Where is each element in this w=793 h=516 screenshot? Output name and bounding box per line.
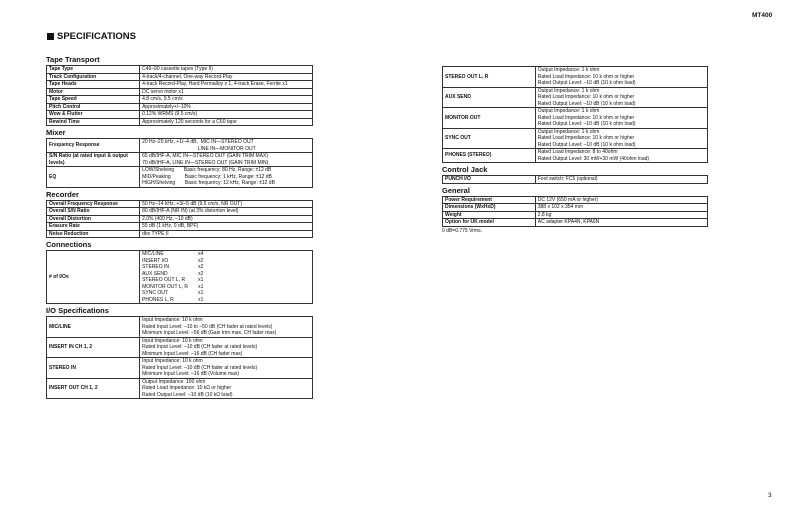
spec-value-line: 4.8 cm/s, 9.5 cm/s xyxy=(142,96,183,102)
spec-value xyxy=(140,96,313,104)
spec-row xyxy=(47,215,313,223)
spec-value-line: Rated Load Impedance: 8 to 40ohm xyxy=(537,149,618,155)
spec-label: Frequency Response xyxy=(47,139,140,153)
connection-count: x2 xyxy=(198,257,204,264)
spec-label: Overall S/N Ratio xyxy=(47,208,140,216)
spec-value xyxy=(140,215,313,223)
spec-table-connections xyxy=(46,250,313,304)
spec-label: INSERT OUT CH 1, 2 xyxy=(47,378,140,399)
spec-value-line: Foot switch: FC5 (optional) xyxy=(537,176,598,182)
spec-value-line: Output Impedance: 1 k ohm xyxy=(537,87,600,94)
spec-row xyxy=(47,111,313,119)
spec-value-line: 55 dB (1 kHz, 0 dB, BPF) xyxy=(142,223,199,229)
spec-row xyxy=(443,67,708,88)
spec-label: STEREO OUT L, R xyxy=(443,67,536,88)
spec-value xyxy=(140,208,313,216)
spec-value-line: 4-track Record-Play, Hard Permalloy x 1, 4-track Erase, Ferrite x1 xyxy=(142,81,288,87)
section-title-control-jack: Control Jack xyxy=(442,165,488,174)
spec-row xyxy=(47,73,313,81)
spec-value-line: 70 dB/IHF-A, LINE IN—STEREO OUT (GAIN TRIM MIN) xyxy=(142,159,269,166)
spec-value-line: MID/Peaking Basic frequency: 1 kHz, Range: ±12 dB xyxy=(142,173,272,180)
spec-label: INSERT IN CH 1, 2 xyxy=(47,337,140,358)
spec-value xyxy=(140,230,313,238)
spec-label: MIC/LINE xyxy=(47,317,140,338)
connection-name: INSERT I/O xyxy=(142,257,169,264)
spec-label: Overall Frequency Response xyxy=(47,200,140,208)
spec-row xyxy=(47,118,313,126)
connection-name: AUX SEND xyxy=(142,270,168,277)
spec-label: Overall Distortion xyxy=(47,215,140,223)
spec-value-line: Approximately+/–10% xyxy=(142,103,191,110)
spec-value-line: Minimum Input Level: –16 dB (Volume max) xyxy=(142,371,240,377)
spec-value-line: AC adapter KPA4N, KPA6N xyxy=(537,219,600,225)
spec-table-mixer xyxy=(46,138,313,188)
spec-row xyxy=(443,196,708,204)
page-title-text: SPECIFICATIONS xyxy=(57,31,136,42)
section-title-mixer: Mixer xyxy=(46,128,66,137)
connection-name: PHONES L, R xyxy=(142,296,174,303)
spec-row xyxy=(443,176,708,184)
spec-value xyxy=(535,211,707,219)
spec-row xyxy=(47,200,313,208)
spec-label: Motor xyxy=(47,88,140,96)
spec-value-line: DC servo motor x1 xyxy=(142,88,184,95)
spec-label: AUX SEND xyxy=(443,87,536,108)
connection-item xyxy=(142,297,310,304)
spec-row xyxy=(47,81,313,89)
spec-value xyxy=(535,67,707,88)
section-title-general: General xyxy=(442,185,470,195)
spec-value-line: Rated Load Impedance: 10 k ohm or higher xyxy=(537,135,635,141)
spec-label: Tape Speed xyxy=(47,96,140,104)
spec-value-line: Rated Load Impedance: 10 k ohm or higher xyxy=(537,94,635,100)
spec-label: MONITOR OUT xyxy=(443,108,536,129)
footnote: 0 dB=0.775 Vrms. xyxy=(442,227,482,234)
spec-value-line: 20 Hz–20 kHz, +1/–4 dB, MIC IN—STEREO OUT xyxy=(142,139,254,145)
spec-row xyxy=(47,167,313,188)
spec-row xyxy=(443,128,708,149)
section-title-recorder: Recorder xyxy=(46,189,79,199)
spec-value xyxy=(140,317,313,338)
spec-table-i-o-specifications xyxy=(46,316,313,399)
spec-value-line: 2.0% (400 Hz, –10 dB) xyxy=(142,215,193,222)
spec-label: Dimensions (WxHxD) xyxy=(443,204,536,212)
spec-table-recorder xyxy=(46,200,313,239)
spec-label: Power Requirement xyxy=(443,196,536,204)
spec-row xyxy=(443,149,708,163)
spec-value-line: Rated Input Level: –10 dB (CH fader at rated levels) xyxy=(142,364,258,371)
spec-label: Pitch Control xyxy=(47,103,140,111)
spec-value xyxy=(140,103,313,111)
spec-value xyxy=(140,378,313,399)
spec-table xyxy=(442,66,708,163)
spec-value xyxy=(140,88,313,96)
spec-row xyxy=(47,223,313,231)
spec-label: Erasure Rate xyxy=(47,223,140,231)
spec-value xyxy=(535,196,707,204)
spec-value-line: LOW/Shelving Basic frequency: 80 Hz, Range: ±12 dB xyxy=(142,167,272,173)
connection-count: x2 xyxy=(198,270,204,277)
spec-value-line: 4-track/4-channel, One-way Record-Play xyxy=(142,73,233,80)
spec-label: PUNCH I/O xyxy=(443,176,536,184)
spec-row xyxy=(47,230,313,238)
spec-label: S/N Ratio (at rated input & output levels) xyxy=(47,153,140,167)
spec-value xyxy=(140,111,313,119)
spec-value xyxy=(535,87,707,108)
spec-value-line: 80 dB/IHF-A (NR IN) (at 3% distortion level) xyxy=(142,208,239,214)
spec-row xyxy=(47,337,313,358)
spec-value-line: Rated Output Level: –10 dB (10 k ohm load) xyxy=(537,80,636,86)
spec-row xyxy=(443,108,708,129)
spec-value-line: Output Impedance: 1 k ohm xyxy=(537,108,600,114)
spec-value-line: Approximately 120 seconds for a C60 tape xyxy=(142,118,237,125)
spec-label: Tape Type xyxy=(47,66,140,74)
connection-count: x1 xyxy=(198,277,204,283)
spec-value-line: Rated Output Level: –10 dB (10 k ohm load) xyxy=(537,100,636,107)
spec-label: Option for UK model xyxy=(443,219,536,227)
spec-value xyxy=(535,128,707,149)
spec-value-line: Output Impedance: 1 k ohm xyxy=(537,67,600,73)
spec-label: SYNC OUT xyxy=(443,128,536,149)
spec-value xyxy=(140,73,313,81)
spec-row xyxy=(443,211,708,219)
spec-value xyxy=(140,118,313,126)
spec-row xyxy=(47,103,313,111)
spec-label: Rewind Time xyxy=(47,118,140,126)
spec-value-line: Input Impedance: 10 k ohm xyxy=(142,358,203,364)
spec-value xyxy=(535,108,707,129)
spec-row xyxy=(443,204,708,212)
connection-count: x1 xyxy=(198,296,204,303)
spec-value-line: 388 x 102 x 354 mm xyxy=(537,204,584,210)
spec-label: PHONES (STEREO) xyxy=(443,149,536,163)
section-title-tape-transport: Tape Transport xyxy=(46,55,100,64)
spec-label: # of I/Os xyxy=(47,251,140,304)
spec-value-line: Input Impedance: 10 k ohm xyxy=(142,317,203,323)
page-title xyxy=(47,31,136,42)
spec-value-line: Rated Output Level: 30 mW+30 mW (40ohm load) xyxy=(537,155,650,162)
spec-value-line: Rated Output Level: –10 dB (10 k ohm load) xyxy=(537,141,636,148)
spec-value-line: Rated Input Level: –10 to –50 dB (CH fader at rated levels) xyxy=(142,323,273,330)
spec-value-line: Rated Load Impedance: 10 k ohm or higher xyxy=(537,73,635,80)
spec-value-line: Output Impedance: 1 k ohm xyxy=(537,128,600,135)
spec-value-line: Output Impedance: 100 ohm xyxy=(142,378,206,385)
spec-label: Weight xyxy=(443,211,536,219)
spec-value-line: 65 dB/IHF-A, MIC IN—STEREO OUT (GAIN TRIM MAX) xyxy=(142,153,269,159)
connection-count: x4 xyxy=(198,251,204,257)
spec-value-line: Rated Load Impedance: 10 kΩ or higher xyxy=(142,385,232,391)
spec-row xyxy=(47,251,313,304)
spec-row xyxy=(47,153,313,167)
connection-count: x1 xyxy=(198,290,204,296)
model-name: MT400 xyxy=(752,12,773,19)
spec-value xyxy=(140,200,313,208)
spec-value-line: 50 Hz–14 kHz, +3/–5 dB (9.5 cm/s, NR OUT) xyxy=(142,200,242,207)
spec-label: EQ xyxy=(47,167,140,188)
spec-value xyxy=(140,66,313,74)
spec-value-line: Input Impedance: 10 k ohm xyxy=(142,337,203,344)
connection-name: STEREO OUT L, R xyxy=(142,277,186,283)
spec-row xyxy=(443,219,708,227)
spec-value-line: Minimum Input Level: –16 dB (CH fader max) xyxy=(142,350,243,357)
connection-name: MIC/LINE xyxy=(142,251,164,257)
connection-count: x1 xyxy=(198,283,204,290)
spec-value-line: Rated Load Impedance: 10 k ohm or higher xyxy=(537,114,635,121)
spec-row xyxy=(47,96,313,104)
spec-value-line: Rated Input Level: –10 dB (CH fader at rated levels) xyxy=(142,344,258,350)
connection-name: SYNC OUT xyxy=(142,290,168,296)
spec-value xyxy=(535,219,707,227)
spec-value xyxy=(140,358,313,379)
connection-name: MONITOR OUT L, R xyxy=(142,283,189,290)
spec-table-tape-transport xyxy=(46,65,313,126)
spec-row xyxy=(47,358,313,379)
spec-value xyxy=(140,81,313,89)
spec-table-control-jack xyxy=(442,175,708,184)
spec-value-line: Rated Output Level: –10 dB (10 k ohm load) xyxy=(537,121,636,127)
right-column xyxy=(442,66,708,234)
spec-value-line: 0.12% WRMS (9.5 cm/s) xyxy=(142,111,198,117)
spec-value-line: dbx TYPE II xyxy=(142,230,169,237)
spec-label: Noise Reduction xyxy=(47,230,140,238)
spec-row xyxy=(443,87,708,108)
spec-value-line: DC 12V (650 mA or higher) xyxy=(537,196,599,203)
spec-value-line: Rated Output Level: –10 dB (10 kΩ load) xyxy=(142,391,233,398)
spec-value xyxy=(140,139,313,153)
spec-label: STEREO IN xyxy=(47,358,140,379)
page-number: 3 xyxy=(768,492,772,499)
spec-value xyxy=(140,251,313,304)
spec-row xyxy=(47,317,313,338)
spec-value-line: 2.8 kg xyxy=(537,211,552,218)
connection-name: STEREO IN xyxy=(142,264,170,270)
spec-value xyxy=(140,167,313,188)
section-title-connections: Connections xyxy=(46,240,92,249)
spec-value xyxy=(535,149,707,163)
heading-square-icon xyxy=(47,33,54,40)
spec-row xyxy=(47,66,313,74)
spec-label: Track Configuration xyxy=(47,73,140,81)
spec-value xyxy=(140,337,313,358)
left-column xyxy=(46,53,313,399)
spec-value-line: LINE IN—MONITOR OUT xyxy=(142,145,256,152)
section-title-i-o-specifications: I/O Specifications xyxy=(46,306,109,315)
spec-label: Tape Heads xyxy=(47,81,140,89)
spec-value-line: HIGH/Shelving Basic frequency: 12 kHz, Range: ±12 dB xyxy=(142,180,275,186)
spec-label: Wow & Flutter xyxy=(47,111,140,119)
spec-row xyxy=(47,88,313,96)
spec-value xyxy=(140,153,313,167)
spec-value xyxy=(140,223,313,231)
spec-row xyxy=(47,378,313,399)
spec-value-line: C46–90 cassette tapes (Type II) xyxy=(142,66,213,72)
spec-row xyxy=(47,139,313,153)
spec-value-line: Minimum Input Level: –56 dB (Gain trim max. CH fader max) xyxy=(142,330,277,336)
spec-row xyxy=(47,208,313,216)
spec-value xyxy=(535,176,707,184)
spec-value xyxy=(535,204,707,212)
connection-count: x2 xyxy=(198,264,204,270)
spec-table-general xyxy=(442,196,708,227)
